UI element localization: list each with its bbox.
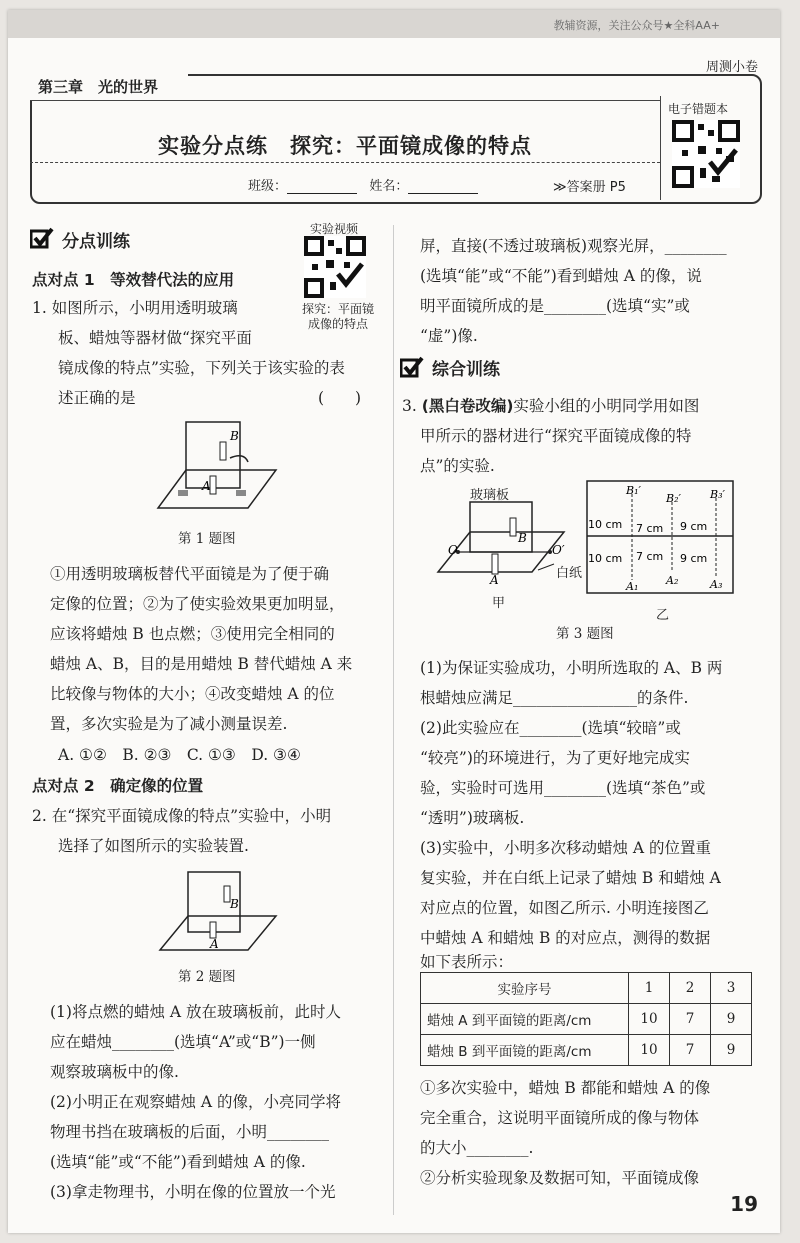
svg-text:7 cm: 7 cm [636, 550, 664, 563]
svg-text:9 cm: 9 cm [680, 520, 708, 533]
q2-part2-line-2[interactable]: 物理书挡在玻璃板的后面，小明________ [50, 1123, 330, 1141]
q3-sub1-line-2: 完全重合，这说明平面镜所成的像与物体 [420, 1109, 700, 1127]
q1-line-1: 1. 如图所示，小明用透明玻璃 [32, 299, 238, 317]
svg-text:7 cm: 7 cm [636, 522, 664, 535]
svg-text:A₂: A₂ [666, 574, 679, 587]
chapter-divider [30, 100, 660, 101]
class-label: 班级： [248, 179, 288, 194]
svg-text:O: O [448, 543, 458, 557]
svg-text:B: B [230, 429, 239, 443]
q3-part1-line-2[interactable]: 根蜡烛应满足________________的条件. [420, 689, 689, 707]
q1-statement-5: 比较像与物体的大小；④改变蜡烛 A 的位 [50, 685, 335, 703]
figure-3-diagram-yi [586, 480, 736, 596]
q3-sub1-line-1: ①多次实验中，蜡烛 B 都能和蜡烛 A 的像 [420, 1079, 711, 1097]
q2-part1-line-1: (1)将点燃的蜡烛 A 放在玻璃板前，此时人 [50, 1003, 342, 1021]
q2-part2-line-1: (2)小明正在观察蜡烛 A 的像，小亮同学将 [50, 1093, 342, 1111]
svg-text:B₃′: B₃′ [710, 488, 725, 501]
error-book-qr-icon[interactable] [672, 120, 740, 188]
q3-part3-line-4: 中蜡烛 A 和蜡烛 B 的对应点，测得的数据 [420, 929, 711, 947]
q1-line-3: 镜成像的特点”实验，下列关于该实验的表 [58, 359, 345, 377]
table-row: 实验序号 1 2 3 [421, 973, 752, 1004]
q2-line-1: 2. 在“探究平面镜成像的特点”实验中，小明 [32, 807, 332, 825]
q3-part3-line-2: 复实验，并在白纸上记录了蜡烛 B 和蜡烛 A [420, 869, 721, 887]
svg-text:B₁′: B₁′ [626, 484, 641, 497]
q3-part2-line-4: “透明”)玻璃板. [420, 809, 525, 827]
chapter-label: 第三章 光的世界 [38, 78, 159, 96]
q2-part1-line-2[interactable]: 应在蜡烛________(选填“A”或“B”)一侧 [50, 1033, 316, 1051]
worksheet-page [8, 10, 780, 1233]
q3-sub1-line-3[interactable]: 的大小________. [420, 1139, 534, 1157]
name-label: 姓名： [369, 179, 409, 194]
q3-part2-line-2: “较亮”)的环境进行，为了更好地完成实 [420, 749, 690, 767]
figure-yi-label: 乙 [656, 608, 670, 623]
table-row: 蜡烛 B 到平面镜的距离/cm 10 7 9 [421, 1035, 752, 1066]
answer-reference: ≫答案册 P5 [553, 180, 626, 195]
q3-line-2: 甲所示的器材进行“探究平面镜成像的特 [420, 427, 692, 445]
q1-line-2: 板、蜡烛等器材做“探究平面 [58, 329, 252, 347]
video-qr-label: 实验视频 [310, 222, 359, 236]
svg-text:A: A [210, 937, 219, 951]
point-heading-1: 点对点 1 等效替代法的应用 [32, 271, 235, 289]
q1-options[interactable]: A. ①② B. ②③ C. ①③ D. ③④ [58, 746, 301, 764]
q1-statement-3: 应该将蜡烛 B 也点燃；③使用完全相同的 [50, 625, 335, 643]
figure-3-caption: 第 3 题图 [556, 626, 614, 642]
section-heading-practice: 分点训练 [62, 232, 130, 252]
q3-sub2-line-1: ②分析实验现象及数据可知，平面镜成像 [420, 1169, 700, 1187]
corner-label: 周测小卷 [705, 60, 758, 75]
white-paper-label: 白纸 [556, 566, 583, 581]
q1-statement-6: 置，多次实验是为了减小测量误差. [50, 715, 288, 733]
q3-part3-line-5: 如下表所示： [420, 953, 514, 971]
q2-part3-line-1: (3)拿走物理书，小明在像的位置放一个光 [50, 1183, 336, 1201]
q3-line-3: 点”的实验. [420, 457, 495, 475]
svg-text:A: A [490, 573, 499, 587]
title-divider [30, 162, 660, 163]
section-heading-comprehensive: 综合训练 [432, 360, 500, 380]
figure-2-apparatus [148, 868, 288, 958]
q3-part2-line-1[interactable]: (2)此实验应在________(选填“较暗”或 [420, 719, 681, 737]
point-heading-2: 点对点 2 确定像的位置 [32, 777, 204, 795]
q1-line-4: 述正确的是 [58, 389, 136, 407]
video-qr-caption: 探究：平面镜 成像的特点 [302, 302, 375, 331]
figure-2-caption: 第 2 题图 [178, 969, 236, 985]
student-info-row [248, 175, 478, 194]
q2-part3-line-5: “虚”)像. [420, 327, 478, 345]
figure-1-caption: 第 1 题图 [178, 531, 236, 547]
q2-part1-line-3: 观察玻璃板中的像. [50, 1063, 179, 1081]
check-box-icon [30, 227, 54, 249]
figure-1-apparatus [148, 418, 288, 518]
column-divider [393, 225, 394, 1215]
svg-text:B: B [518, 531, 527, 545]
q1-statement-1: ①用透明玻璃板替代平面镜是为了便于确 [50, 565, 330, 583]
q2-part2-line-3: (选填“能”或“不能”)看到蜡烛 A 的像. [50, 1153, 306, 1171]
svg-text:A₃: A₃ [710, 578, 723, 591]
q2-line-2: 选择了如图所示的实验装置. [58, 837, 249, 855]
q1-answer-paren[interactable]: ( ) [318, 389, 362, 407]
q1-statement-4: 蜡烛 A、B，目的是用蜡烛 B 替代蜡烛 A 来 [50, 655, 353, 673]
svg-text:10 cm: 10 cm [588, 552, 623, 565]
figure-jia-label: 甲 [492, 596, 506, 611]
top-banner-text: 教辅资源，关注公众号★全科AA+ [553, 19, 720, 32]
svg-text:9 cm: 9 cm [680, 552, 708, 565]
q2-part3-line-4[interactable]: 明平面镜所成的是________(选填“实”或 [420, 297, 690, 315]
svg-text:10 cm: 10 cm [588, 518, 623, 531]
glass-plate-label: 玻璃板 [470, 488, 510, 503]
svg-text:O′: O′ [552, 543, 565, 557]
q3-part3-line-3: 对应点的位置，如图乙所示. 小明连接图乙 [420, 899, 709, 917]
q3-part3-line-1: (3)实验中，小明多次移动蜡烛 A 的位置重 [420, 839, 712, 857]
name-field[interactable] [408, 193, 478, 194]
svg-text:A: A [202, 479, 211, 493]
qr-label: 电子错题本 [668, 102, 729, 116]
q2-part3-line-3: (选填“能”或“不能”)看到蜡烛 A 的像，说 [420, 267, 702, 285]
page-title: 实验分点练 探究：平面镜成像的特点 [158, 134, 532, 158]
table-row: 蜡烛 A 到平面镜的距离/cm 10 7 9 [421, 1004, 752, 1035]
check-box-icon [400, 356, 424, 378]
svg-text:B₂′: B₂′ [666, 492, 681, 505]
q3-part2-line-3[interactable]: 验，实验时可选用________(选填“茶色”或 [420, 779, 706, 797]
page-number: 19 [730, 1192, 758, 1216]
q2-part3-line-2[interactable]: 屏，直接(不透过玻璃板)观察光屏，________ [420, 237, 727, 255]
svg-text:B: B [230, 897, 239, 911]
video-qr-icon[interactable] [304, 236, 366, 298]
class-field[interactable] [287, 193, 357, 194]
q1-statement-2: 定像的位置；②为了使实验效果更加明显， [50, 595, 345, 613]
q3-line-1: 3. (黑白卷改编)实验小组的小明同学用如图 [402, 397, 700, 415]
svg-text:A₁: A₁ [626, 580, 639, 593]
q3-part1-line-1: (1)为保证实验成功，小明所选取的 A、B 两 [420, 659, 723, 677]
data-table [420, 972, 752, 1066]
